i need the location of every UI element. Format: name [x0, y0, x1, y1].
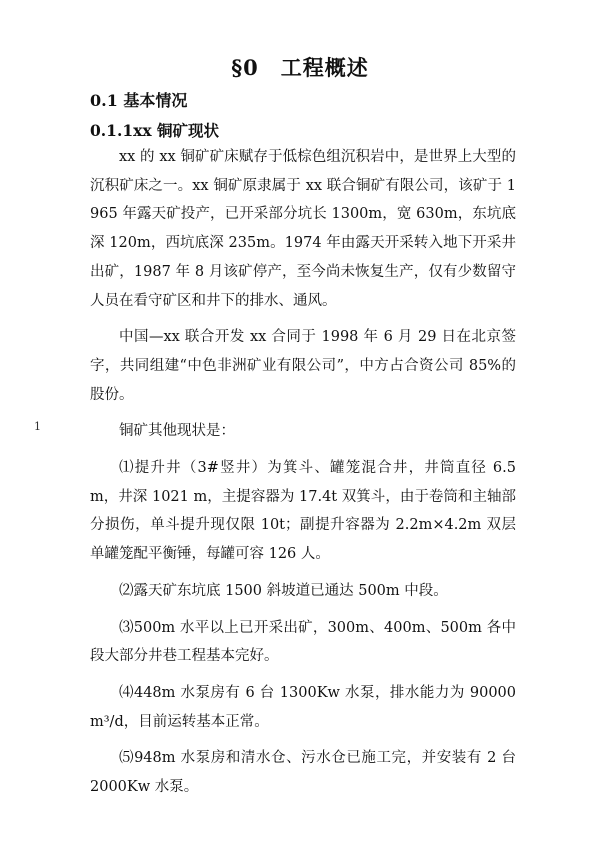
body-text — [90, 143, 516, 810]
paragraph-status-intro: 铜矿其他现状是： — [119, 423, 235, 440]
page-title — [0, 52, 600, 82]
paragraph-contract: 中国—xx 联合开发 xx 合同于 1998 年 6 月 29 日在北京签字，共同组建“中色非洲矿业有限公司”，中方占合资公司 85%的股份。 — [90, 329, 516, 403]
heading-basic-situation: 0.1 基本情况 — [90, 91, 188, 110]
section-number: §0 — [231, 55, 259, 80]
paragraph-item-1: ⑴提升井（3#竖井）为箕斗、罐笼混合井，井筒直径 6.5 m，井深 1021 m，主提容器为 17.4t 双箕斗，由于卷筒和主轴部分损伤，单斗提升现仅限 10t；副提升容器为 2.2m×4.2m 双层单罐笼配平衡锤，每罐可容 126 人。 — [90, 460, 516, 563]
heading-mine-status: 0.1.1xx 铜矿现状 — [90, 121, 220, 140]
paragraph-item-4: ⑷448m 水泵房有 6 台 1300Kw 水泵，排水能力为 90000m³/d，目前运转基本正常。 — [90, 684, 516, 730]
paragraph-item-3: ⑶500m 水平以上已开采出矿，300m、400m、500m 各中段大部分井巷工程基本完好。 — [90, 619, 516, 665]
paragraph-overview: xx 的 xx 铜矿矿床赋存于低棕色组沉积岩中，是世界上大型的沉积矿床之一。xx 铜矿原隶属于 xx 联合铜矿有限公司，该矿于 1965 年露天矿投产，已开采部分坑长 1300m，宽 630m，东坑底深 120m，西坑底深 235m。1974 年由露天开采转入地下开采井出矿，1987 年 8 月该矿停产，至今尚未恢复生产，仅有少数留守人员在看守矿区和井下的排水、通风。 — [90, 149, 516, 309]
margin-number: 1 — [34, 420, 41, 433]
paragraph-item-5: ⑸948m 水泵房和清水仓、污水仓已施工完，并安装有 2 台 2000Kw 水泵。 — [90, 750, 516, 796]
section-title: 工程概述 — [280, 55, 369, 80]
paragraph-item-2: ⑵露天矿东坑底 1500 斜坡道已通达 500m 中段。 — [119, 582, 448, 599]
